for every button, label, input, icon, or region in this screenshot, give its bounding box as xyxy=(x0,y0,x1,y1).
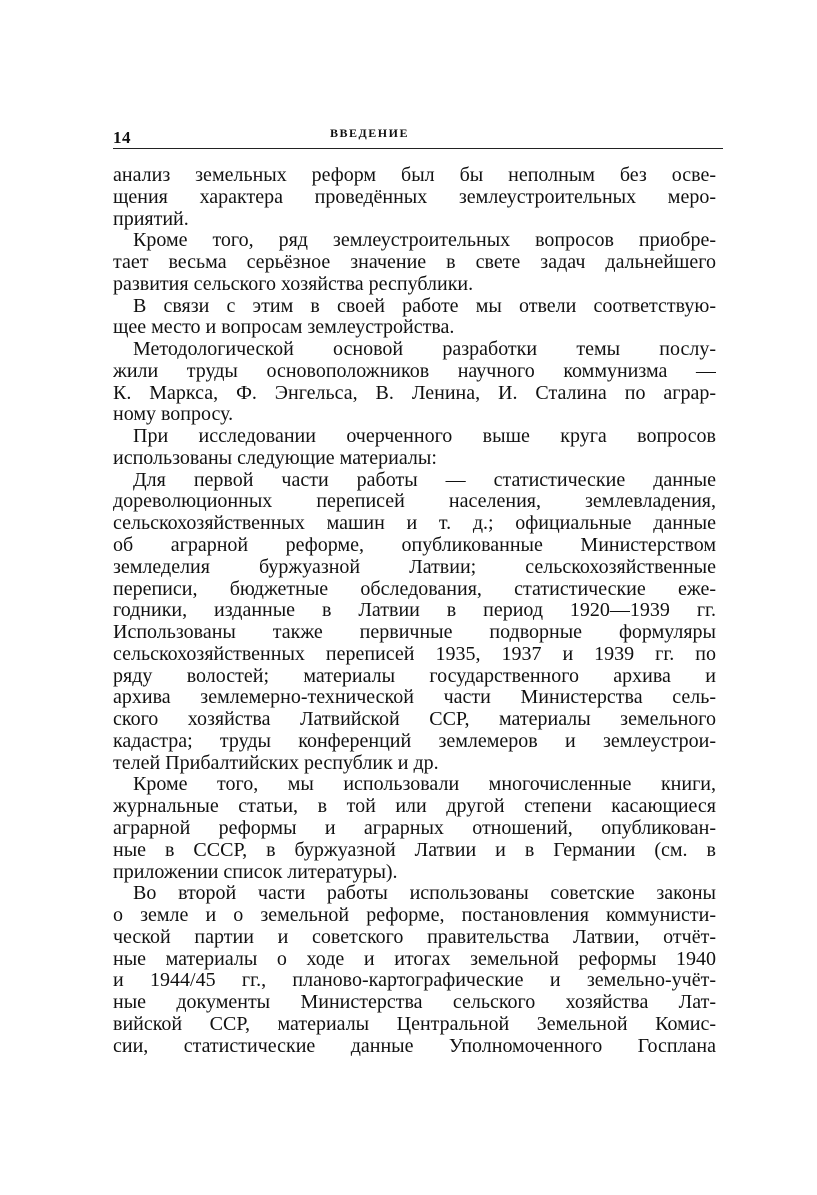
header-rule xyxy=(113,148,723,149)
text-line: Кроме того, ряд землеустроительных вопросов приобре- xyxy=(133,230,716,252)
text-line: журнальные статьи, в той или другой степени касающиеся xyxy=(113,796,716,818)
page-number: 14 xyxy=(113,128,131,147)
text-line: аграрной реформы и аграрных отношений, опубликован- xyxy=(113,817,716,839)
text-line: тает весьма серьёзное значение в свете задач дальнейшего xyxy=(113,252,716,274)
text-line: Кроме того, мы использовали многочисленные книги, xyxy=(133,774,716,796)
running-title: ВВЕДЕНИЕ xyxy=(330,126,409,140)
text-line: ные материалы о ходе и итогах земельной реформы 1940 xyxy=(113,948,716,970)
text-line: анализ земельных реформ был бы неполным без осве- xyxy=(113,165,716,186)
text-line: использованы следующие материалы: xyxy=(113,447,437,469)
text-line: ному вопросу. xyxy=(113,404,234,426)
text-line: сельскохозяйственных переписей 1935, 1937 и 1939 гг. по xyxy=(113,643,716,665)
text-line: ского хозяйства Латвийской ССР, материалы земельного xyxy=(113,709,716,731)
text-line: ные в СССР, в буржуазной Латвии и в Германии (см. в xyxy=(113,839,716,861)
body-text xyxy=(113,165,716,1057)
text-line: щения характера проведённых землеустроительных меро- xyxy=(113,186,716,208)
text-line: дореволюционных переписей населения, землевладения, xyxy=(113,491,716,513)
text-line: ческой партии и советского правительства Латвии, отчёт- xyxy=(113,926,716,948)
text-line: сельскохозяйственных машин и т. д.; официальные данные xyxy=(113,513,716,535)
text-line: телей Прибалтийских республик и др. xyxy=(113,752,439,774)
text-line: и 1944/45 гг., планово-картографические и земельно-учёт- xyxy=(113,970,716,992)
text-line: ные документы Министерства сельского хозяйства Лат- xyxy=(113,992,716,1014)
text-line: В связи с этим в своей работе мы отвели соответствую- xyxy=(133,295,716,317)
text-line: годники, изданные в Латвии в период 1920—1939 гг. xyxy=(113,600,716,622)
text-line: об аграрной реформе, опубликованные Министерством xyxy=(113,535,716,557)
text-line: вийской ССР, материалы Центральной Земельной Комис- xyxy=(113,1013,716,1035)
text-line: К. Маркса, Ф. Энгельса, В. Ленина, И. Сталина по аграр- xyxy=(113,382,716,404)
text-line: жили труды основоположников научного коммунизма — xyxy=(113,360,716,382)
text-line: сии, статистические данные Уполномоченного Госплана xyxy=(113,1035,716,1057)
text-line: ряду волостей; материалы государственного архива и xyxy=(113,665,716,687)
text-line: щее место и вопросам землеустройства. xyxy=(113,317,455,339)
text-line: приложении список литературы). xyxy=(113,861,398,883)
text-line: переписи, бюджетные обследования, статистические еже- xyxy=(113,578,716,600)
text-line: архива землемерно-технической части Министерства сель- xyxy=(113,687,716,709)
text-line: Для первой части работы — статистические данные xyxy=(133,469,716,491)
text-line: Во второй части работы использованы советские законы xyxy=(133,883,716,905)
text-line: развития сельского хозяйства республики. xyxy=(113,273,474,295)
text-line: о земле и о земельной реформе, постановления коммунисти- xyxy=(113,905,716,927)
text-line: При исследовании очерченного выше круга вопросов xyxy=(133,426,716,448)
text-line: кадастра; труды конференций землемеров и землеустрои- xyxy=(113,730,716,752)
text-line: Методологической основой разработки темы послу- xyxy=(133,339,716,361)
text-line: земледелия буржуазной Латвии; сельскохозяйственные xyxy=(113,556,716,578)
text-line: Использованы также первичные подворные формуляры xyxy=(113,622,716,644)
text-line: приятий. xyxy=(113,208,189,230)
